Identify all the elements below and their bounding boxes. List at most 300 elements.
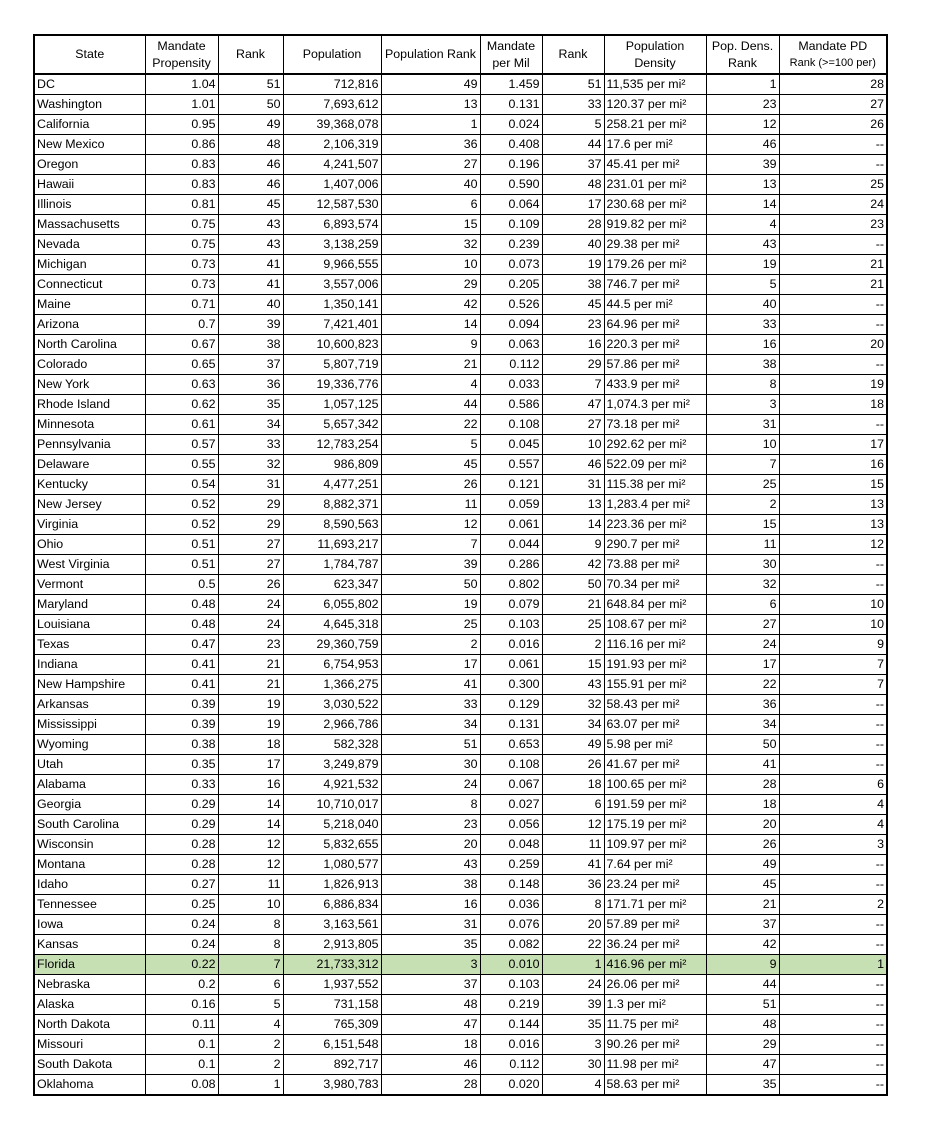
cell-rank: 36 [218, 375, 283, 395]
cell-population: 12,783,254 [283, 435, 381, 455]
cell-state: New Jersey [34, 495, 145, 515]
cell-rank-2: 10 [542, 435, 604, 455]
cell-population-rank: 6 [381, 195, 480, 215]
cell-state: Hawaii [34, 175, 145, 195]
cell-mandate-per-mil: 0.073 [480, 255, 542, 275]
cell-state: New Hampshire [34, 675, 145, 695]
cell-mandate-pd-rank: 7 [779, 675, 887, 695]
cell-population-rank: 46 [381, 1055, 480, 1075]
cell-pop-dens-rank: 39 [706, 155, 779, 175]
cell-population-density: 58.63 per mi² [604, 1075, 706, 1096]
table-row [34, 575, 887, 595]
cell-population-rank: 10 [381, 255, 480, 275]
cell-pop-dens-rank: 3 [706, 395, 779, 415]
cell-mandate-per-mil: 0.131 [480, 715, 542, 735]
cell-mandate-pd-rank: -- [779, 355, 887, 375]
table-row [34, 635, 887, 655]
cell-population-rank: 49 [381, 74, 480, 95]
cell-rank-2: 16 [542, 335, 604, 355]
cell-mandate-propensity: 0.39 [145, 695, 218, 715]
table-row [34, 235, 887, 255]
cell-population-rank: 2 [381, 635, 480, 655]
cell-mandate-propensity: 0.57 [145, 435, 218, 455]
cell-population: 6,893,574 [283, 215, 381, 235]
cell-population-rank: 3 [381, 955, 480, 975]
cell-rank: 26 [218, 575, 283, 595]
cell-population-rank: 41 [381, 675, 480, 695]
cell-mandate-pd-rank: 10 [779, 615, 887, 635]
cell-pop-dens-rank: 47 [706, 1055, 779, 1075]
cell-state: Michigan [34, 255, 145, 275]
cell-mandate-propensity: 0.47 [145, 635, 218, 655]
cell-rank-2: 37 [542, 155, 604, 175]
cell-state: Nevada [34, 235, 145, 255]
table-row [34, 915, 887, 935]
header-population: Population [283, 35, 381, 74]
cell-population: 712,816 [283, 74, 381, 95]
cell-pop-dens-rank: 35 [706, 1075, 779, 1096]
cell-state: Maryland [34, 595, 145, 615]
cell-mandate-per-mil: 0.108 [480, 415, 542, 435]
cell-population: 5,807,719 [283, 355, 381, 375]
cell-rank: 23 [218, 635, 283, 655]
cell-pop-dens-rank: 8 [706, 375, 779, 395]
cell-mandate-per-mil: 0.079 [480, 595, 542, 615]
cell-mandate-propensity: 0.51 [145, 535, 218, 555]
cell-population: 7,421,401 [283, 315, 381, 335]
cell-mandate-per-mil: 0.196 [480, 155, 542, 175]
cell-mandate-pd-rank: 16 [779, 455, 887, 475]
cell-population-density: 522.09 per mi² [604, 455, 706, 475]
cell-rank: 50 [218, 95, 283, 115]
cell-state: New Mexico [34, 135, 145, 155]
cell-rank-2: 6 [542, 795, 604, 815]
cell-population-rank: 51 [381, 735, 480, 755]
cell-mandate-pd-rank: -- [779, 315, 887, 335]
cell-mandate-per-mil: 0.129 [480, 695, 542, 715]
header-mandate-pd-rank-line2: Rank (>=100 per) [789, 57, 876, 70]
cell-pop-dens-rank: 31 [706, 415, 779, 435]
cell-mandate-per-mil: 0.259 [480, 855, 542, 875]
cell-mandate-pd-rank: 4 [779, 815, 887, 835]
cell-mandate-pd-rank: 20 [779, 335, 887, 355]
cell-population-density: 223.36 per mi² [604, 515, 706, 535]
cell-mandate-pd-rank: 13 [779, 515, 887, 535]
cell-population-rank: 44 [381, 395, 480, 415]
cell-population-density: 116.16 per mi² [604, 635, 706, 655]
cell-mandate-pd-rank: -- [779, 715, 887, 735]
cell-mandate-pd-rank: 25 [779, 175, 887, 195]
cell-mandate-per-mil: 0.063 [480, 335, 542, 355]
cell-rank: 35 [218, 395, 283, 415]
cell-population-rank: 29 [381, 275, 480, 295]
cell-rank-2: 29 [542, 355, 604, 375]
table-row [34, 315, 887, 335]
cell-population-rank: 18 [381, 1035, 480, 1055]
cell-pop-dens-rank: 37 [706, 915, 779, 935]
cell-population-rank: 35 [381, 935, 480, 955]
header-pop-dens-rank: Pop. Dens. Rank [706, 35, 779, 74]
table-row [34, 375, 887, 395]
cell-rank: 29 [218, 495, 283, 515]
cell-population: 986,809 [283, 455, 381, 475]
cell-state: Tennessee [34, 895, 145, 915]
cell-rank: 27 [218, 535, 283, 555]
cell-mandate-pd-rank: -- [779, 695, 887, 715]
cell-population-density: 44.5 per mi² [604, 295, 706, 315]
cell-population-density: 179.26 per mi² [604, 255, 706, 275]
cell-pop-dens-rank: 24 [706, 635, 779, 655]
cell-mandate-pd-rank: 17 [779, 435, 887, 455]
cell-state: Virginia [34, 515, 145, 535]
cell-mandate-per-mil: 0.408 [480, 135, 542, 155]
cell-mandate-pd-rank: 13 [779, 495, 887, 515]
table-row [34, 455, 887, 475]
cell-mandate-per-mil: 0.082 [480, 935, 542, 955]
cell-population-rank: 47 [381, 1015, 480, 1035]
cell-state: Pennsylvania [34, 435, 145, 455]
cell-mandate-propensity: 0.1 [145, 1035, 218, 1055]
cell-mandate-pd-rank: -- [779, 135, 887, 155]
cell-mandate-per-mil: 0.010 [480, 955, 542, 975]
cell-population-rank: 27 [381, 155, 480, 175]
cell-rank: 31 [218, 475, 283, 495]
cell-mandate-per-mil: 0.112 [480, 1055, 542, 1075]
cell-pop-dens-rank: 9 [706, 955, 779, 975]
cell-mandate-pd-rank: 10 [779, 595, 887, 615]
cell-mandate-pd-rank: 27 [779, 95, 887, 115]
cell-pop-dens-rank: 5 [706, 275, 779, 295]
cell-mandate-pd-rank: -- [779, 995, 887, 1015]
cell-state: Indiana [34, 655, 145, 675]
cell-rank-2: 34 [542, 715, 604, 735]
cell-pop-dens-rank: 50 [706, 735, 779, 755]
cell-rank-2: 48 [542, 175, 604, 195]
table-row [34, 415, 887, 435]
cell-mandate-propensity: 0.22 [145, 955, 218, 975]
cell-mandate-pd-rank: -- [779, 155, 887, 175]
cell-mandate-per-mil: 0.219 [480, 995, 542, 1015]
cell-pop-dens-rank: 10 [706, 435, 779, 455]
cell-population-density: 23.24 per mi² [604, 875, 706, 895]
cell-state: Minnesota [34, 415, 145, 435]
cell-state: Maine [34, 295, 145, 315]
cell-population-density: 26.06 per mi² [604, 975, 706, 995]
cell-state: Massachusetts [34, 215, 145, 235]
cell-rank: 8 [218, 935, 283, 955]
cell-population-rank: 48 [381, 995, 480, 1015]
table-row [34, 395, 887, 415]
cell-mandate-propensity: 0.83 [145, 155, 218, 175]
cell-mandate-propensity: 0.25 [145, 895, 218, 915]
table-row [34, 1015, 887, 1035]
cell-pop-dens-rank: 30 [706, 555, 779, 575]
cell-pop-dens-rank: 7 [706, 455, 779, 475]
cell-population-density: 120.37 per mi² [604, 95, 706, 115]
cell-state: Georgia [34, 795, 145, 815]
cell-population-density: 115.38 per mi² [604, 475, 706, 495]
cell-rank: 11 [218, 875, 283, 895]
cell-state: Louisiana [34, 615, 145, 635]
cell-population-density: 155.91 per mi² [604, 675, 706, 695]
cell-population-density: 41.67 per mi² [604, 755, 706, 775]
cell-rank-2: 4 [542, 1075, 604, 1096]
cell-population: 3,163,561 [283, 915, 381, 935]
cell-pop-dens-rank: 46 [706, 135, 779, 155]
cell-rank: 49 [218, 115, 283, 135]
cell-mandate-propensity: 0.28 [145, 855, 218, 875]
cell-mandate-pd-rank: 3 [779, 835, 887, 855]
cell-population: 1,366,275 [283, 675, 381, 695]
cell-population-rank: 17 [381, 655, 480, 675]
cell-state: Alabama [34, 775, 145, 795]
cell-mandate-propensity: 0.62 [145, 395, 218, 415]
cell-population-rank: 14 [381, 315, 480, 335]
cell-mandate-propensity: 0.71 [145, 295, 218, 315]
cell-population-rank: 19 [381, 595, 480, 615]
cell-population-density: 73.88 per mi² [604, 555, 706, 575]
cell-rank-2: 13 [542, 495, 604, 515]
cell-mandate-propensity: 0.08 [145, 1075, 218, 1096]
cell-rank: 43 [218, 215, 283, 235]
cell-rank-2: 22 [542, 935, 604, 955]
cell-population-rank: 8 [381, 795, 480, 815]
cell-pop-dens-rank: 13 [706, 175, 779, 195]
cell-population: 5,657,342 [283, 415, 381, 435]
cell-rank-2: 9 [542, 535, 604, 555]
cell-state: Wisconsin [34, 835, 145, 855]
cell-mandate-per-mil: 0.144 [480, 1015, 542, 1035]
cell-mandate-per-mil: 0.048 [480, 835, 542, 855]
cell-pop-dens-rank: 29 [706, 1035, 779, 1055]
cell-population-rank: 33 [381, 695, 480, 715]
cell-pop-dens-rank: 19 [706, 255, 779, 275]
table-row [34, 775, 887, 795]
cell-state: Alaska [34, 995, 145, 1015]
table-row [34, 535, 887, 555]
cell-state: DC [34, 74, 145, 95]
table-row [34, 435, 887, 455]
cell-population-density: 29.38 per mi² [604, 235, 706, 255]
cell-pop-dens-rank: 36 [706, 695, 779, 715]
cell-rank-2: 33 [542, 95, 604, 115]
cell-rank: 33 [218, 435, 283, 455]
cell-rank: 48 [218, 135, 283, 155]
cell-rank: 34 [218, 415, 283, 435]
cell-population: 6,754,953 [283, 655, 381, 675]
cell-population-rank: 24 [381, 775, 480, 795]
cell-mandate-per-mil: 0.036 [480, 895, 542, 915]
cell-population: 1,407,006 [283, 175, 381, 195]
cell-population: 4,477,251 [283, 475, 381, 495]
table-row [34, 74, 887, 95]
cell-state: Kansas [34, 935, 145, 955]
cell-mandate-propensity: 0.38 [145, 735, 218, 755]
cell-mandate-propensity: 0.24 [145, 915, 218, 935]
cell-population: 8,590,563 [283, 515, 381, 535]
cell-rank: 19 [218, 715, 283, 735]
table-body [34, 74, 887, 1095]
cell-state: South Carolina [34, 815, 145, 835]
cell-population: 1,350,141 [283, 295, 381, 315]
cell-population: 5,832,655 [283, 835, 381, 855]
table-row [34, 695, 887, 715]
cell-mandate-pd-rank: 18 [779, 395, 887, 415]
cell-mandate-per-mil: 0.024 [480, 115, 542, 135]
cell-mandate-propensity: 0.67 [145, 335, 218, 355]
cell-mandate-per-mil: 0.045 [480, 435, 542, 455]
cell-rank: 19 [218, 695, 283, 715]
cell-population-rank: 45 [381, 455, 480, 475]
cell-population: 765,309 [283, 1015, 381, 1035]
cell-mandate-per-mil: 0.131 [480, 95, 542, 115]
cell-mandate-propensity: 0.39 [145, 715, 218, 735]
cell-population-rank: 11 [381, 495, 480, 515]
cell-rank-2: 51 [542, 74, 604, 95]
cell-population-density: 746.7 per mi² [604, 275, 706, 295]
cell-population: 4,241,507 [283, 155, 381, 175]
cell-population: 6,055,802 [283, 595, 381, 615]
cell-population-density: 109.97 per mi² [604, 835, 706, 855]
cell-population: 1,057,125 [283, 395, 381, 415]
table-row [34, 215, 887, 235]
cell-rank-2: 25 [542, 615, 604, 635]
cell-pop-dens-rank: 44 [706, 975, 779, 995]
cell-rank-2: 17 [542, 195, 604, 215]
cell-pop-dens-rank: 42 [706, 935, 779, 955]
cell-state: Washington [34, 95, 145, 115]
cell-mandate-propensity: 0.33 [145, 775, 218, 795]
cell-mandate-per-mil: 0.103 [480, 615, 542, 635]
cell-mandate-propensity: 0.41 [145, 675, 218, 695]
cell-rank-2: 35 [542, 1015, 604, 1035]
cell-population-rank: 5 [381, 435, 480, 455]
cell-rank-2: 18 [542, 775, 604, 795]
table-row [34, 715, 887, 735]
cell-mandate-propensity: 0.54 [145, 475, 218, 495]
cell-mandate-per-mil: 0.802 [480, 575, 542, 595]
cell-mandate-per-mil: 0.016 [480, 1035, 542, 1055]
table-row [34, 815, 887, 835]
header-population-density: Population Density [604, 35, 706, 74]
cell-population-density: 175.19 per mi² [604, 815, 706, 835]
cell-population: 6,151,548 [283, 1035, 381, 1055]
cell-pop-dens-rank: 25 [706, 475, 779, 495]
cell-rank-2: 46 [542, 455, 604, 475]
cell-population-density: 108.67 per mi² [604, 615, 706, 635]
cell-population: 10,710,017 [283, 795, 381, 815]
table-row [34, 335, 887, 355]
header-population-rank: Population Rank [381, 35, 480, 74]
cell-mandate-pd-rank: -- [779, 1035, 887, 1055]
cell-pop-dens-rank: 51 [706, 995, 779, 1015]
cell-mandate-propensity: 0.52 [145, 495, 218, 515]
cell-population-density: 45.41 per mi² [604, 155, 706, 175]
cell-population-density: 100.65 per mi² [604, 775, 706, 795]
cell-rank: 46 [218, 155, 283, 175]
cell-population-density: 11,535 per mi² [604, 74, 706, 95]
cell-population-rank: 34 [381, 715, 480, 735]
cell-population-density: 11.98 per mi² [604, 1055, 706, 1075]
cell-pop-dens-rank: 38 [706, 355, 779, 375]
cell-pop-dens-rank: 16 [706, 335, 779, 355]
cell-rank-2: 21 [542, 595, 604, 615]
cell-population-density: 191.93 per mi² [604, 655, 706, 675]
table-row [34, 995, 887, 1015]
cell-mandate-pd-rank: 6 [779, 775, 887, 795]
cell-rank-2: 32 [542, 695, 604, 715]
cell-mandate-propensity: 0.51 [145, 555, 218, 575]
cell-pop-dens-rank: 49 [706, 855, 779, 875]
cell-pop-dens-rank: 45 [706, 875, 779, 895]
header-state: State [34, 35, 145, 74]
cell-population-density: 919.82 per mi² [604, 215, 706, 235]
cell-mandate-pd-rank: -- [779, 415, 887, 435]
cell-mandate-per-mil: 0.076 [480, 915, 542, 935]
cell-mandate-propensity: 0.11 [145, 1015, 218, 1035]
cell-rank: 1 [218, 1075, 283, 1096]
table-row [34, 195, 887, 215]
cell-mandate-per-mil: 0.044 [480, 535, 542, 555]
cell-mandate-propensity: 0.75 [145, 235, 218, 255]
cell-mandate-propensity: 0.86 [145, 135, 218, 155]
cell-pop-dens-rank: 40 [706, 295, 779, 315]
cell-mandate-pd-rank: -- [779, 1055, 887, 1075]
cell-mandate-propensity: 0.27 [145, 875, 218, 895]
cell-pop-dens-rank: 17 [706, 655, 779, 675]
cell-state: North Carolina [34, 335, 145, 355]
cell-mandate-propensity: 0.55 [145, 455, 218, 475]
cell-mandate-propensity: 0.29 [145, 815, 218, 835]
cell-mandate-per-mil: 0.286 [480, 555, 542, 575]
cell-pop-dens-rank: 34 [706, 715, 779, 735]
cell-mandate-propensity: 0.35 [145, 755, 218, 775]
table-row [34, 155, 887, 175]
cell-population-density: 433.9 per mi² [604, 375, 706, 395]
cell-state: California [34, 115, 145, 135]
cell-mandate-pd-rank: -- [779, 875, 887, 895]
table-header [34, 35, 887, 74]
cell-mandate-pd-rank: 4 [779, 795, 887, 815]
table-row [34, 495, 887, 515]
table-row [34, 595, 887, 615]
cell-rank-2: 24 [542, 975, 604, 995]
cell-pop-dens-rank: 15 [706, 515, 779, 535]
cell-mandate-pd-rank: -- [779, 755, 887, 775]
cell-rank: 17 [218, 755, 283, 775]
cell-rank: 8 [218, 915, 283, 935]
cell-population-density: 63.07 per mi² [604, 715, 706, 735]
table-row [34, 835, 887, 855]
cell-population: 1,080,577 [283, 855, 381, 875]
table-row [34, 255, 887, 275]
cell-pop-dens-rank: 14 [706, 195, 779, 215]
cell-mandate-per-mil: 0.590 [480, 175, 542, 195]
cell-mandate-per-mil: 0.016 [480, 635, 542, 655]
cell-mandate-pd-rank: 24 [779, 195, 887, 215]
cell-rank-2: 45 [542, 295, 604, 315]
cell-population: 3,249,879 [283, 755, 381, 775]
cell-rank-2: 26 [542, 755, 604, 775]
cell-population: 2,966,786 [283, 715, 381, 735]
cell-pop-dens-rank: 6 [706, 595, 779, 615]
table-row [34, 795, 887, 815]
cell-mandate-per-mil: 0.121 [480, 475, 542, 495]
table-row [34, 615, 887, 635]
cell-mandate-propensity: 0.73 [145, 275, 218, 295]
cell-population-density: 17.6 per mi² [604, 135, 706, 155]
table-row [34, 95, 887, 115]
